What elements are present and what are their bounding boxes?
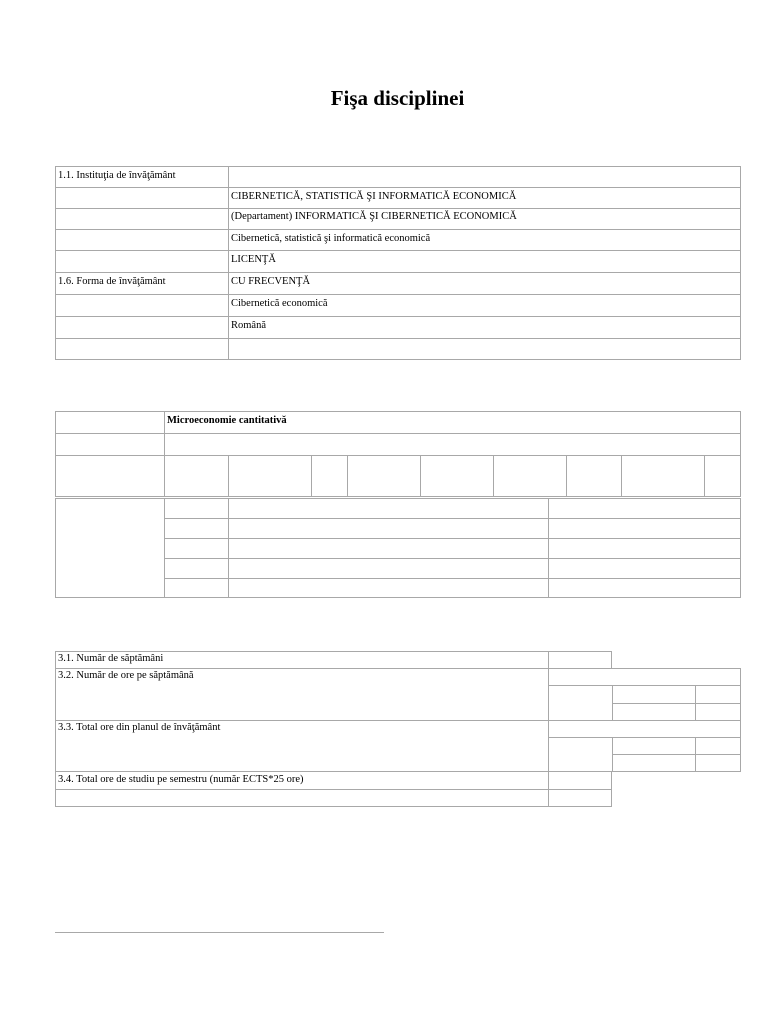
- table-cell: [55, 187, 229, 209]
- table-cell: [228, 316, 741, 339]
- table-cell: [548, 538, 741, 559]
- table-cell: [612, 737, 696, 755]
- table-cell: [55, 338, 229, 360]
- table-cell: [55, 433, 165, 456]
- table-cell: [228, 338, 741, 360]
- table-cell: [493, 455, 567, 497]
- table-cell: [548, 558, 741, 579]
- table-cell: [164, 518, 229, 539]
- table-cell: [228, 538, 549, 559]
- table-cell: [621, 455, 705, 497]
- table-cell: [55, 455, 165, 497]
- table-cell: [566, 455, 622, 497]
- table-cell: [612, 685, 696, 704]
- row-value: Română: [231, 320, 266, 331]
- table-cell: [228, 455, 312, 497]
- table-cell: [228, 558, 549, 579]
- table-cell: [55, 229, 229, 251]
- row-value: Cibernetică economică: [231, 298, 328, 309]
- table-cell: [548, 668, 741, 686]
- table-cell: [548, 720, 741, 738]
- row-label: 1.6. Forma de învăţământ: [58, 276, 166, 287]
- row-value: CIBERNETICĂ, STATISTICĂ ŞI INFORMATICĂ ECONOMICĂ: [231, 191, 517, 202]
- row-value: LICENŢĂ: [231, 254, 276, 265]
- table-cell: [164, 578, 229, 598]
- table-cell: [55, 411, 165, 434]
- table-cell: [548, 789, 612, 807]
- table-cell: [548, 651, 612, 669]
- table-cell: [55, 498, 165, 598]
- table-cell: [228, 250, 741, 273]
- table-cell: [164, 538, 229, 559]
- table-cell: [164, 558, 229, 579]
- page-title: Fişa disciplinei: [330, 86, 465, 110]
- table-cell: [55, 250, 229, 273]
- row-label: 3.3. Total ore din planul de învăţământ: [58, 722, 221, 733]
- table-cell: [704, 455, 741, 497]
- table-cell: [311, 455, 348, 497]
- table-cell: [695, 737, 741, 755]
- table-cell: [55, 294, 229, 317]
- row-label: 3.1. Număr de săptămâni: [58, 653, 164, 664]
- table-cell: [695, 685, 741, 704]
- table-cell: [548, 498, 741, 519]
- table-cell: [228, 166, 741, 188]
- table-cell: [548, 518, 741, 539]
- table-cell: [695, 754, 741, 772]
- table-cell: [164, 498, 229, 519]
- table-cell: [612, 703, 696, 721]
- table-cell: [164, 455, 229, 497]
- row-label: 3.4. Total ore de studiu pe semestru (număr ECTS*25 ore): [58, 774, 304, 785]
- table-cell: [420, 455, 494, 497]
- footnote-separator: [55, 932, 384, 933]
- row-value: CU FRECVENŢĂ: [231, 276, 311, 287]
- table-cell: [695, 703, 741, 721]
- row-label: 3.2. Număr de ore pe săptămână: [58, 670, 194, 681]
- table-cell: [55, 789, 549, 807]
- table-cell: [55, 208, 229, 230]
- table-cell: [228, 498, 549, 519]
- table-cell: [164, 433, 741, 456]
- table-cell: [347, 455, 421, 497]
- table-cell: [55, 316, 229, 339]
- table-cell: [228, 518, 549, 539]
- row-label: 1.1. Instituţia de învăţământ: [58, 170, 176, 181]
- table-cell: [548, 578, 741, 598]
- row-value: (Departament) INFORMATICĂ ŞI CIBERNETICĂ ECONOMICĂ: [231, 211, 517, 222]
- table-cell: [228, 578, 549, 598]
- row-value: Cibernetică, statistică şi informatică economică: [231, 233, 431, 244]
- table-cell: [548, 771, 612, 790]
- table-cell: [612, 754, 696, 772]
- discipline-name: Microeconomie cantitativă: [167, 415, 287, 426]
